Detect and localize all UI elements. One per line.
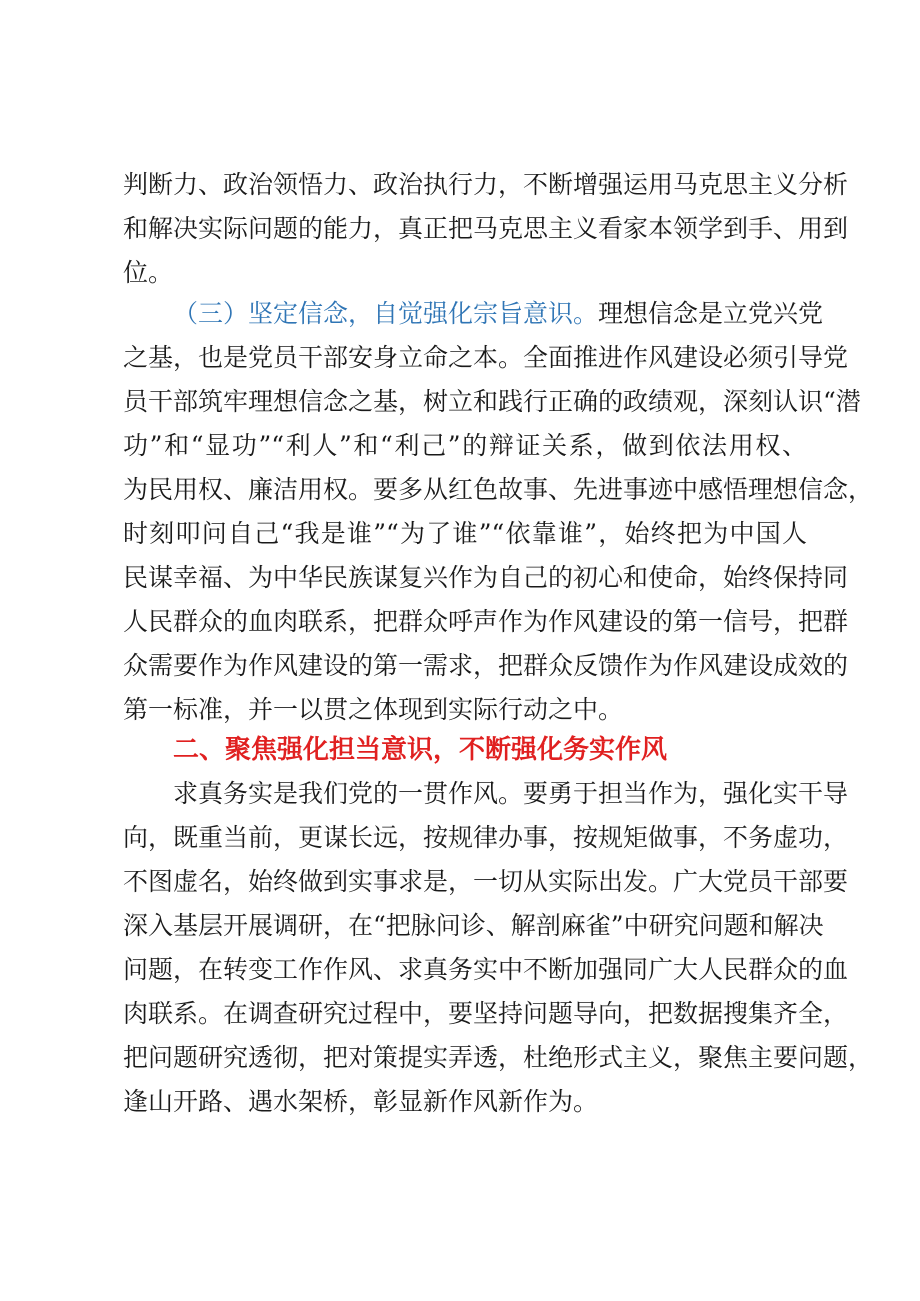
- section-heading: 二、聚焦强化担当意识，不断强化务实作风: [173, 735, 668, 765]
- paragraph-3-line-6: 肉联系。在调查研究过程中，要坚持问题导向，把数据搜集齐全，: [123, 999, 849, 1028]
- paragraph-2-line-6: 时刻叩问自己“我是谁”“为了谁”“依靠谁”，始终把为中国人: [123, 519, 807, 548]
- paragraph-3-line-2: 向，既重当前，更谋长远，按规律办事，按规矩做事，不务虚功，: [123, 823, 849, 852]
- paragraph-2-line-7: 民谋幸福、为中华民族谋复兴作为自己的初心和使命，始终保持同: [123, 563, 849, 592]
- paragraph-2-line-8: 人民群众的血肉联系，把群众呼声作为作风建设的第一信号，把群: [123, 607, 849, 636]
- paragraph-1-line-2: 和解决实际问题的能力，真正把马克思主义看家本领学到手、用到: [123, 214, 849, 243]
- paragraph-1-line-3: 位。: [123, 258, 174, 287]
- paragraph-1-line-1: 判断力、政治领悟力、政治执行力，不断增强运用马克思主义分析: [123, 170, 849, 199]
- paragraph-3-line-4: 深入基层开展调研，在“把脉问诊、解剖麻雀”中研究问题和解决: [123, 911, 824, 940]
- paragraph-3-line-8: 逢山开路、遇水架桥，彰显新作风新作为。: [123, 1087, 599, 1116]
- subheading-san: （三）坚定信念，自觉强化宗旨意识。: [173, 299, 599, 328]
- paragraph-2-line-1-text: 理想信念是立党兴党: [598, 299, 824, 328]
- paragraph-2-line-3: 员干部筑牢理想信念之基，树立和践行正确的政绩观，深刻认识“潜: [123, 387, 861, 416]
- paragraph-2-line-2: 之基，也是党员干部安身立命之本。全面推进作风建设必须引导党: [123, 343, 849, 372]
- paragraph-3-line-5: 问题，在转变工作作风、求真务实中不断加强同广大人民群众的血: [123, 955, 849, 984]
- paragraph-2-line-5: 为民用权、廉洁用权。要多从红色故事、先进事迹中感悟理想信念，: [123, 475, 874, 504]
- paragraph-3-line-7: 把问题研究透彻，把对策提实弄透，杜绝形式主义，聚焦主要问题，: [123, 1043, 874, 1072]
- paragraph-2-line-10: 第一标准，并一以贯之体现到实际行动之中。: [123, 695, 624, 724]
- paragraph-3-line-3: 不图虚名，始终做到实事求是，一切从实际出发。广大党员干部要: [123, 867, 849, 896]
- paragraph-2-line-9: 众需要作为作风建设的第一需求，把群众反馈作为作风建设成效的: [123, 651, 849, 680]
- paragraph-2-line-4: 功”和“显功”“利人”和“利己”的辩证关系，做到依法用权、: [123, 431, 807, 460]
- paragraph-3-line-1: 求真务实是我们党的一贯作风。要勇于担当作为，强化实干导: [173, 779, 849, 808]
- paragraph-2-line-1: [173, 296, 824, 332]
